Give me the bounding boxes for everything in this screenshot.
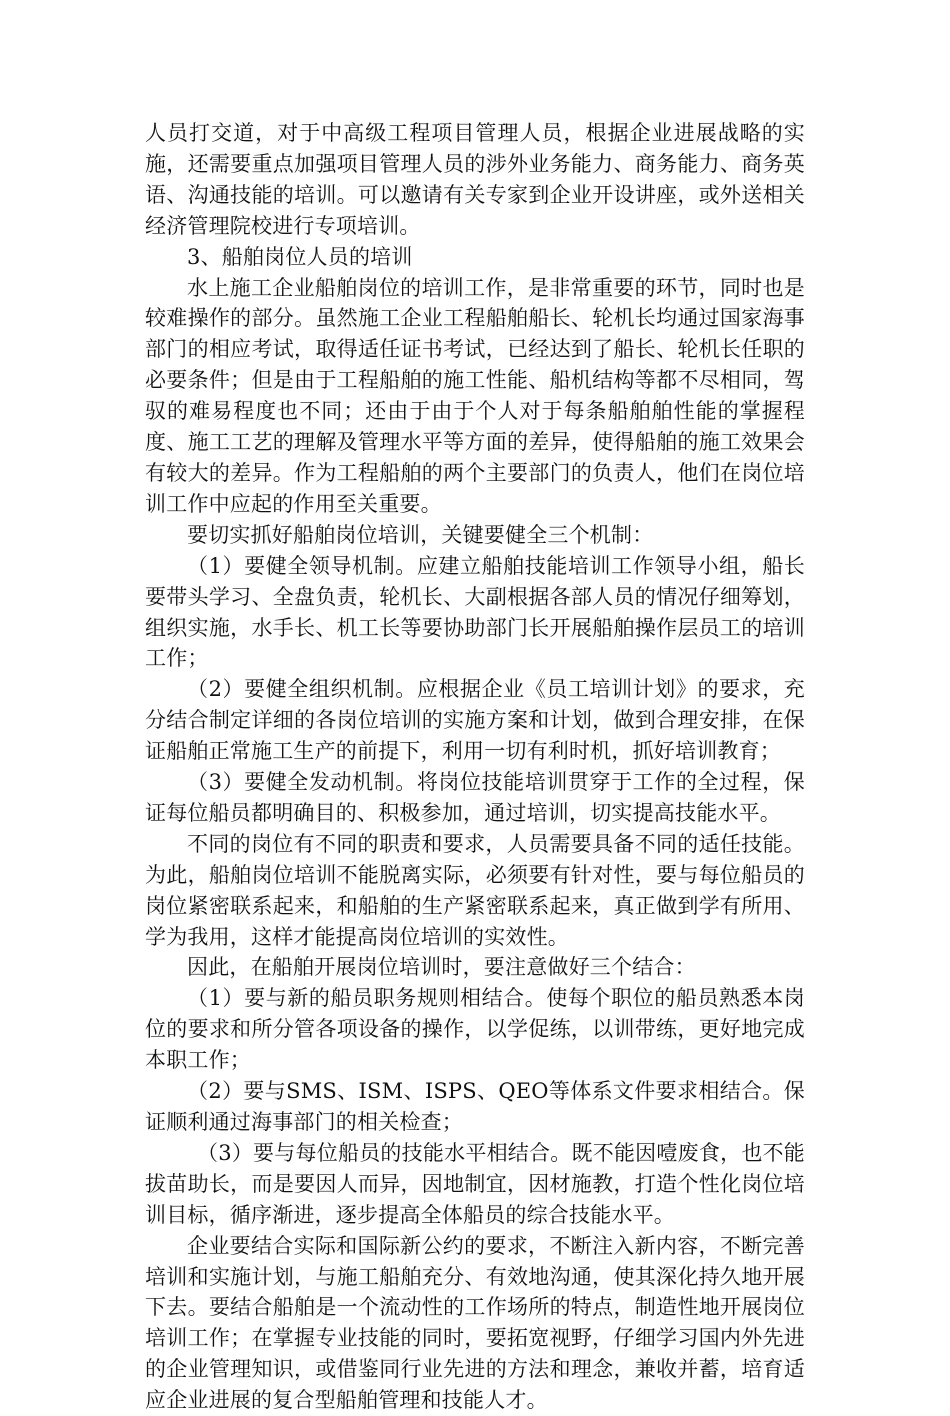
list-item: （1）要与新的船员职务规则相结合。使每个职位的船员熟悉本岗位的要求和所分管各项设备的操作，以学促练，以训带练，更好地完成本职工作；: [145, 986, 805, 1073]
paragraph: 要切实抓好船舶岗位培训，关键要健全三个机制：: [187, 522, 654, 547]
list-item: （3）要健全发动机制。将岗位技能培训贯穿于工作的全过程，保证每位船员都明确目的、积极参加，通过培训，切实提高技能水平。: [145, 770, 805, 825]
paragraph: 因此，在船舶开展岗位培训时，要注意做好三个结合：: [187, 955, 696, 980]
list-item: （1）要健全领导机制。应建立船舶技能培训工作领导小组，船长要带头学习、全盘负责，轮机长、大副根据各部人员的情况仔细筹划，组织实施，水手长、机工长等要协助部门长开展船舶操作层员工的培训工作；: [145, 553, 805, 671]
paragraph-continuation: 人员打交道，对于中高级工程项目管理人员，根据企业进展战略的实施，还需要重点加强项目管理人员的涉外业务能力、商务能力、商务英语、沟通技能的培训。可以邀请有关专家到企业开设讲座，或外送相关经济管理院校进行专项培训。: [145, 121, 805, 238]
list-item: （2）要健全组织机制。应根据企业《员工培训计划》的要求，充分结合制定详细的各岗位培训的实施方案和计划，做到合理安排，在保证船舶正常施工生产的前提下，利用一切有利时机，抓好培训教育；: [145, 677, 805, 764]
paragraph: 不同的岗位有不同的职责和要求，人员需要具备不同的适任技能。为此，船舶岗位培训不能脱离实际，必须要有针对性，要与每位船员的岗位紧密联系起来，和船舶的生产紧密联系起来，真正做到学有所用、学为我用，这样才能提高岗位培训的实效性。: [145, 831, 805, 949]
list-item: （3）要与每位船员的技能水平相结合。既不能因噎废食，也不能拔苗助长，而是要因人而异，因地制宜，因材施教，打造个性化岗位培训目标，循序渐进，逐步提高全体船员的综合技能水平。: [145, 1140, 805, 1227]
paragraph: 水上施工企业船舶岗位的培训工作，是非常重要的环节，同时也是较难操作的部分。虽然施工企业工程船舶船长、轮机长均通过国家海事部门的相应考试，取得适任证书考试，已经达到了船长、轮机长任职的必要条件；但是由于工程船舶的施工性能、船机结构等都不尽相同，驾驭的难易程度也不同；还由于由于个人对于每条船舶舶性能的掌握程度、施工工艺的理解及管理水平等方面的差异，使得船舶的施工效果会有较大的差异。作为工程船舶的两个主要部门的负责人，他们在岗位培训工作中应起的作用至关重要。: [145, 275, 805, 516]
document-body: [145, 118, 805, 1416]
list-item: （2）要与SMS、ISM、ISPS、QEO等体系文件要求相结合。保证顺利通过海事部门的相关检查；: [145, 1079, 805, 1134]
section-heading: 3、船舶岗位人员的培训: [187, 244, 413, 269]
paragraph: 企业要结合实际和国际新公约的要求，不断注入新内容，不断完善培训和实施计划，与施工船舶充分、有效地沟通，使其深化持久地开展下去。要结合船舶是一个流动性的工作场所的特点，制造性地开展岗位培训工作；在掌握专业技能的同时，要拓宽视野，仔细学习国内外先进的企业管理知识，或借鉴同行业先进的方法和理念，兼收并蓄，培育适应企业进展的复合型船舶管理和技能人才。: [145, 1233, 805, 1413]
